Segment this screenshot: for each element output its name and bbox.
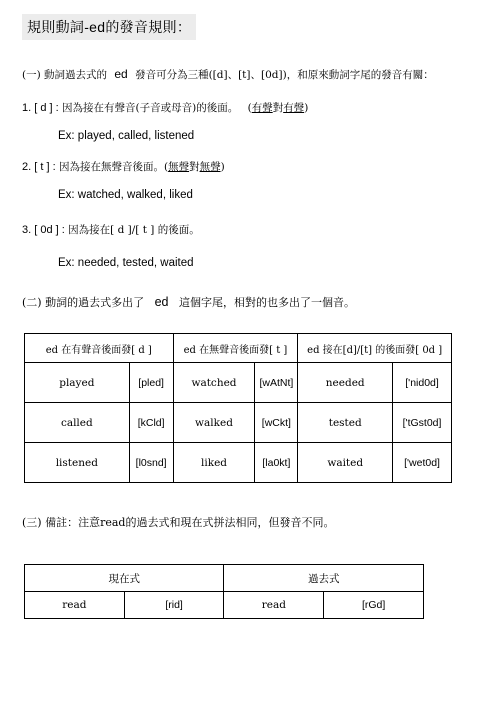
word-cell: tested (298, 403, 393, 443)
section-2-heading (22, 294, 355, 310)
rule-2-text: 因為接在無聲音後面。 (58, 161, 164, 173)
phonetic-cell: [pled] (129, 363, 173, 403)
header-d: ed 在有聲音後面發[ d ] (25, 334, 174, 363)
phonetic-cell: [rid] (124, 592, 224, 619)
phonetic-cell: ['tGst0d] (393, 403, 452, 443)
section-3-note: (三) 備註：注意read的過去式和現在式拼法相同，但發音不同。 (22, 516, 335, 529)
phonetic-cell: [wAtNt] (255, 363, 298, 403)
header-0d: ed 接在[d]/[t] 的後面發[ 0d ] (298, 334, 452, 363)
rule-2-note: (無聲對無聲) (163, 161, 225, 173)
rule-3-text: 因為接在[ d ]/[ t ] 的後面。 (68, 224, 200, 236)
phonetic-cell: ['nid0d] (393, 363, 452, 403)
word-cell: called (25, 403, 130, 443)
rule-1-example: Ex: played, called, listened (58, 130, 195, 142)
phonetic-cell: ['wet0d] (393, 443, 452, 483)
table-row (25, 363, 452, 403)
word-cell: read (224, 592, 324, 619)
rule-3 (22, 222, 200, 237)
word-cell: waited (298, 443, 393, 483)
section-1-prefix: (一) 動詞過去式的 (22, 69, 108, 81)
phonetic-cell: [wCkt] (255, 403, 298, 443)
table-row (25, 443, 452, 483)
section-2-prefix: (二) 動詞的過去式多出了 (22, 296, 145, 309)
rule-1-num: 1. [ d ] : (22, 102, 59, 114)
phonetic-cell: [rGd] (324, 592, 424, 619)
page-title: 規則動詞-ed的發音規則： (22, 14, 196, 40)
phonetic-cell: [l0snd] (129, 443, 173, 483)
table-header-row (25, 334, 452, 363)
rule-1 (22, 100, 308, 115)
section-1-heading (22, 67, 434, 82)
read-table (24, 564, 424, 619)
phonetic-cell: [la0kt] (255, 443, 298, 483)
rule-3-example: Ex: needed, tested, waited (58, 257, 194, 269)
word-cell: walked (173, 403, 255, 443)
word-cell: needed (298, 363, 393, 403)
header-t: ed 在無聲音後面發[ t ] (173, 334, 298, 363)
section-2-suffix: 這個字尾，相對的也多出了一個音。 (179, 296, 355, 309)
rule-2 (22, 159, 225, 174)
word-cell: played (25, 363, 130, 403)
word-cell: watched (173, 363, 255, 403)
rule-3-num: 3. [ 0d ] : (22, 224, 65, 236)
read-table-header-row (25, 565, 424, 592)
word-cell: liked (173, 443, 255, 483)
phonetic-cell: [kCld] (129, 403, 173, 443)
word-cell: read (25, 592, 125, 619)
section-1-suffix: 發音可分為三種([d]、[t]、[0d])，和原來動詞字尾的發音有關： (135, 69, 434, 81)
header-past: 過去式 (224, 565, 424, 592)
header-present: 現在式 (25, 565, 224, 592)
word-cell: listened (25, 443, 130, 483)
read-table-row (25, 592, 424, 619)
table-row (25, 403, 452, 443)
pronunciation-table (24, 333, 452, 483)
rule-1-note: (有聲對有聲) (247, 102, 309, 114)
rule-1-text: 因為接在有聲音(子音或母音)的後面。 (62, 102, 239, 114)
section-1-ed: ed (114, 67, 128, 81)
rule-2-num: 2. [ t ] : (22, 161, 56, 173)
rule-2-example: Ex: watched, walked, liked (58, 189, 193, 201)
section-2-ed: ed (154, 295, 169, 309)
